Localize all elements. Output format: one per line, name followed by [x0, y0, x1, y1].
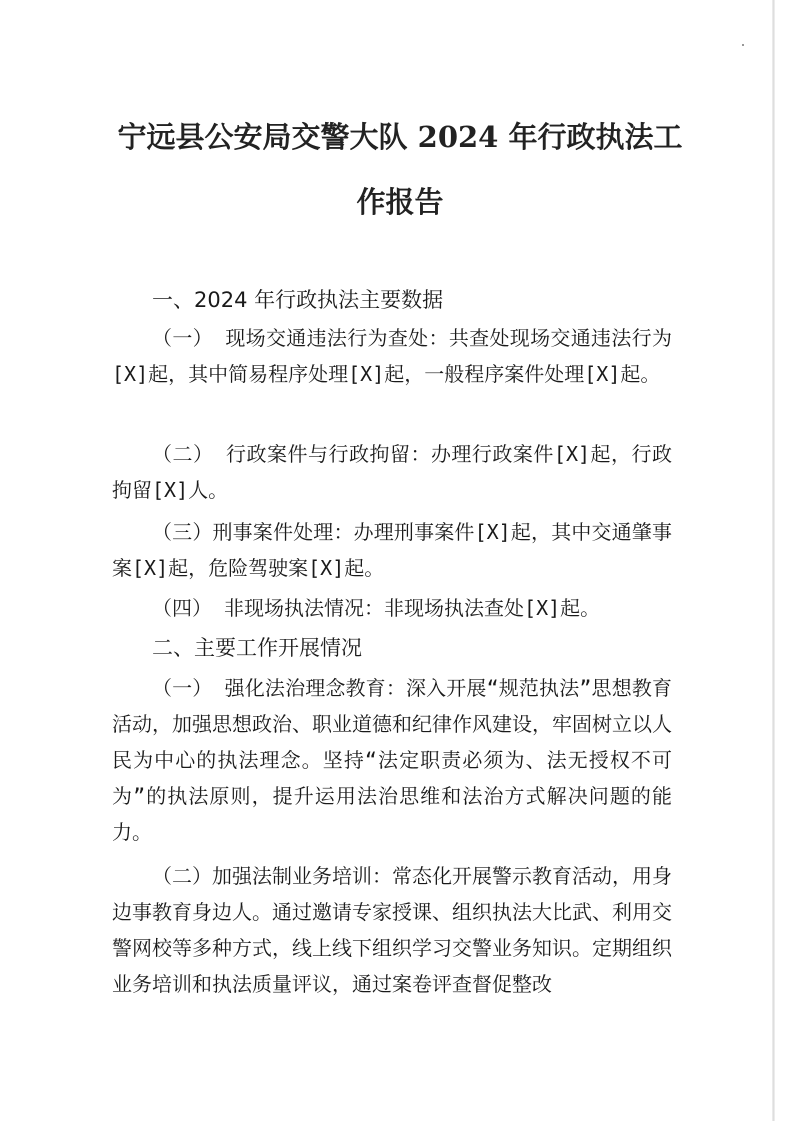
- section-1-paragraph-1: （一） 现场交通违法行为查处：共查处现场交通违法行为[X]起，其中简易程序处理[X]起，一般程序案件处理[X]起。: [112, 326, 672, 386]
- document-title-line-2: 作报告: [356, 185, 444, 219]
- section-2-paragraph-1: （一） 强化法治理念教育：深入开展“规范执法”思想教育活动，加强思想政治、职业道德和纪律作风建设，牢固树立以人民为中心的执法理念。坚持“法定职责必须为、法无授权不可为”的执法原则，提升运用法治思维和法治方式解决问题的能力。: [112, 676, 672, 844]
- document-title-line-1: 宁远县公安局交警大队 2024 年行政执法工: [117, 120, 683, 154]
- section-2-paragraph-2: （二）加强法制业务培训：常态化开展警示教育活动，用身边事教育身边人。通过邀请专家授课、组织执法大比武、利用交警网校等多种方式，线上线下组织学习交警业务知识。定期组织业务培训和执法质量评议，通过案卷评查督促整改: [112, 864, 672, 996]
- section-1-paragraph-3: （三）刑事案件处理：办理刑事案件[X]起，其中交通肇事案[X]起，危险驾驶案[X]起。: [112, 520, 672, 580]
- section-1-heading: 一、2024 年行政执法主要数据: [152, 288, 444, 312]
- scan-speck: [742, 44, 744, 46]
- section-2-heading: 二、主要工作开展情况: [152, 636, 362, 660]
- section-1-paragraph-2: （二） 行政案件与行政拘留：办理行政案件[X]起，行政拘留[X]人。: [112, 442, 672, 502]
- section-1-paragraph-4: （四） 非现场执法情况：非现场执法查处[X]起。: [152, 596, 601, 620]
- scan-edge: [772, 0, 775, 1121]
